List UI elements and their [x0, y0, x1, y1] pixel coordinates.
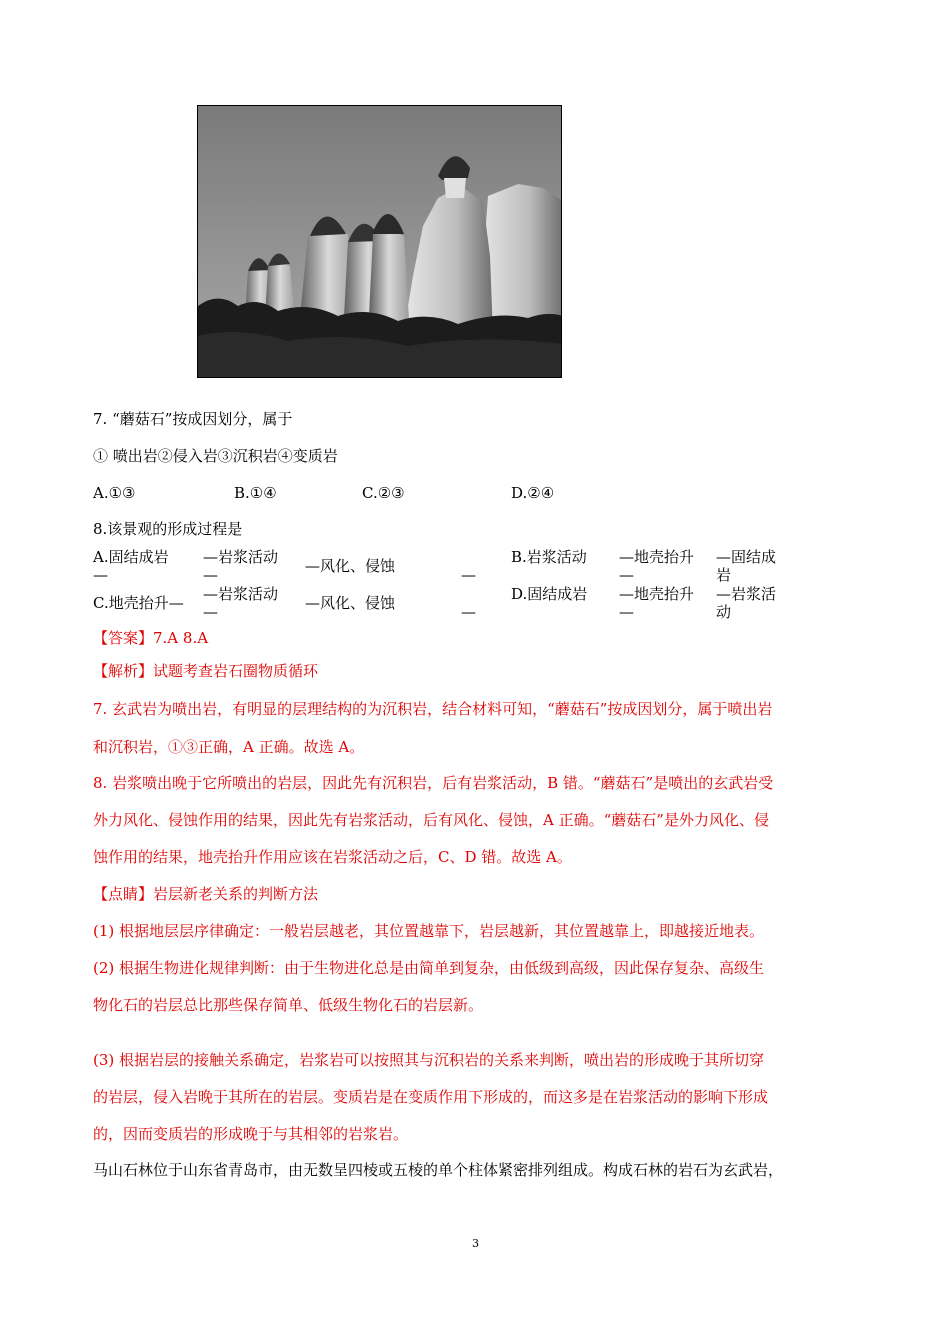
explanation-7-line1: 7. 玄武岩为喷出岩，有明显的层理结构的为沉积岩，结合材料可知，“蘑菇石”按成因划分，属于喷出岩	[93, 700, 773, 718]
q8-option-b-part1: B.岩浆活动	[511, 548, 587, 566]
q7-items: ① 喷出岩②侵入岩③沉积岩④变质岩	[93, 447, 338, 465]
q8-option-a-dash2: —	[203, 566, 218, 584]
tip-3-line1: (3) 根据岩层的接触关系确定，岩浆岩可以按照其与沉积岩的关系来判断，喷出岩的形成晚于其所切穿	[93, 1051, 765, 1069]
tip-2-line1: (2) 根据生物进化规律判断：由于生物进化总是由简单到复杂，由低级到高级，因此保存复杂、高级生	[93, 959, 765, 977]
q8-option-b-dash: —	[619, 566, 634, 584]
tip-2-line2: 物化石的岩层总比那些保存简单、低级生物化石的岩层新。	[93, 996, 484, 1014]
tip-1: (1) 根据地层层序律确定：一般岩层越老，其位置越靠下，岩层越新，其位置越靠上，即越接近地表。	[93, 922, 765, 940]
q8-option-d-part3: —岩浆活	[716, 585, 777, 603]
explanation-8-line2: 外力风化、侵蚀作用的结果，因此先有岩浆活动，后有风化、侵蚀，A 正确。“蘑菇石”是外力风化、侵	[93, 811, 769, 829]
q8-option-c-part3: —风化、侵蚀	[305, 594, 396, 612]
answer-line: 【答案】7.A 8.A	[93, 629, 209, 647]
q8-option-b-part3-wrap: 岩	[716, 566, 732, 584]
next-question-intro: 马山石林位于山东省青岛市，由无数呈四棱或五棱的单个柱体紧密排列组成。构成石林的岩石为玄武岩，	[93, 1161, 784, 1179]
q8-option-a-part3: —风化、侵蚀	[305, 557, 396, 575]
q7-option-c: C.②③	[362, 484, 405, 502]
tip-heading: 【点睛】岩层新老关系的判断方法	[93, 885, 319, 903]
explanation-8-line3: 蚀作用的结果，地壳抬升作用应该在岩浆活动之后，C、D 错。故选 A。	[93, 848, 572, 866]
q7-option-a: A.①③	[93, 484, 136, 502]
q8-option-d-dash: —	[619, 603, 634, 621]
tip-3-line2: 的岩层，侵入岩晚于其所在的岩层。变质岩是在变质作用下形成的，而这多是在岩浆活动的影响下形成	[93, 1088, 769, 1106]
explanation-7-line2: 和沉积岩，①③正确，A 正确。故选 A。	[93, 738, 365, 756]
q8-option-a-part2: —岩浆活动	[203, 548, 279, 566]
q8-option-c-dash2: —	[461, 603, 476, 621]
q8-option-c-part2: —岩浆活动	[203, 585, 279, 603]
page-number: 3	[472, 1237, 479, 1250]
q8-stem: 8.该景观的形成过程是	[93, 520, 243, 538]
mushroom-rock-photo	[197, 105, 562, 378]
tip-3-line3: 的，因而变质岩的形成晚于与其相邻的岩浆岩。	[93, 1125, 409, 1143]
analysis-heading: 【解析】试题考查岩石圈物质循环	[93, 662, 319, 680]
q8-option-d-part2: —地壳抬升	[619, 585, 695, 603]
q7-option-b: B.①④	[234, 484, 277, 502]
q8-option-d-part1: D.固结成岩	[511, 585, 588, 603]
q7-option-d: D.②④	[511, 484, 555, 502]
q8-option-a-part1: A.固结成岩	[93, 548, 169, 566]
q8-option-c-dash: —	[203, 603, 218, 621]
explanation-8-line1: 8. 岩浆喷出晚于它所喷出的岩层，因此先有沉积岩，后有岩浆活动，B 错。“蘑菇石”是喷出的玄武岩受	[93, 774, 774, 792]
q8-option-c-part1: C.地壳抬升—	[93, 594, 184, 612]
q8-option-a-dash3: —	[461, 566, 476, 584]
q8-option-b-part3: —固结成	[716, 548, 777, 566]
q8-option-b-part2: —地壳抬升	[619, 548, 695, 566]
q8-option-a-dash1: —	[93, 566, 108, 584]
mushroom-rock-image	[198, 106, 562, 378]
q7-stem: 7. “蘑菇石”按成因划分，属于	[93, 410, 293, 428]
q8-option-d-part3-wrap: 动	[716, 603, 732, 621]
